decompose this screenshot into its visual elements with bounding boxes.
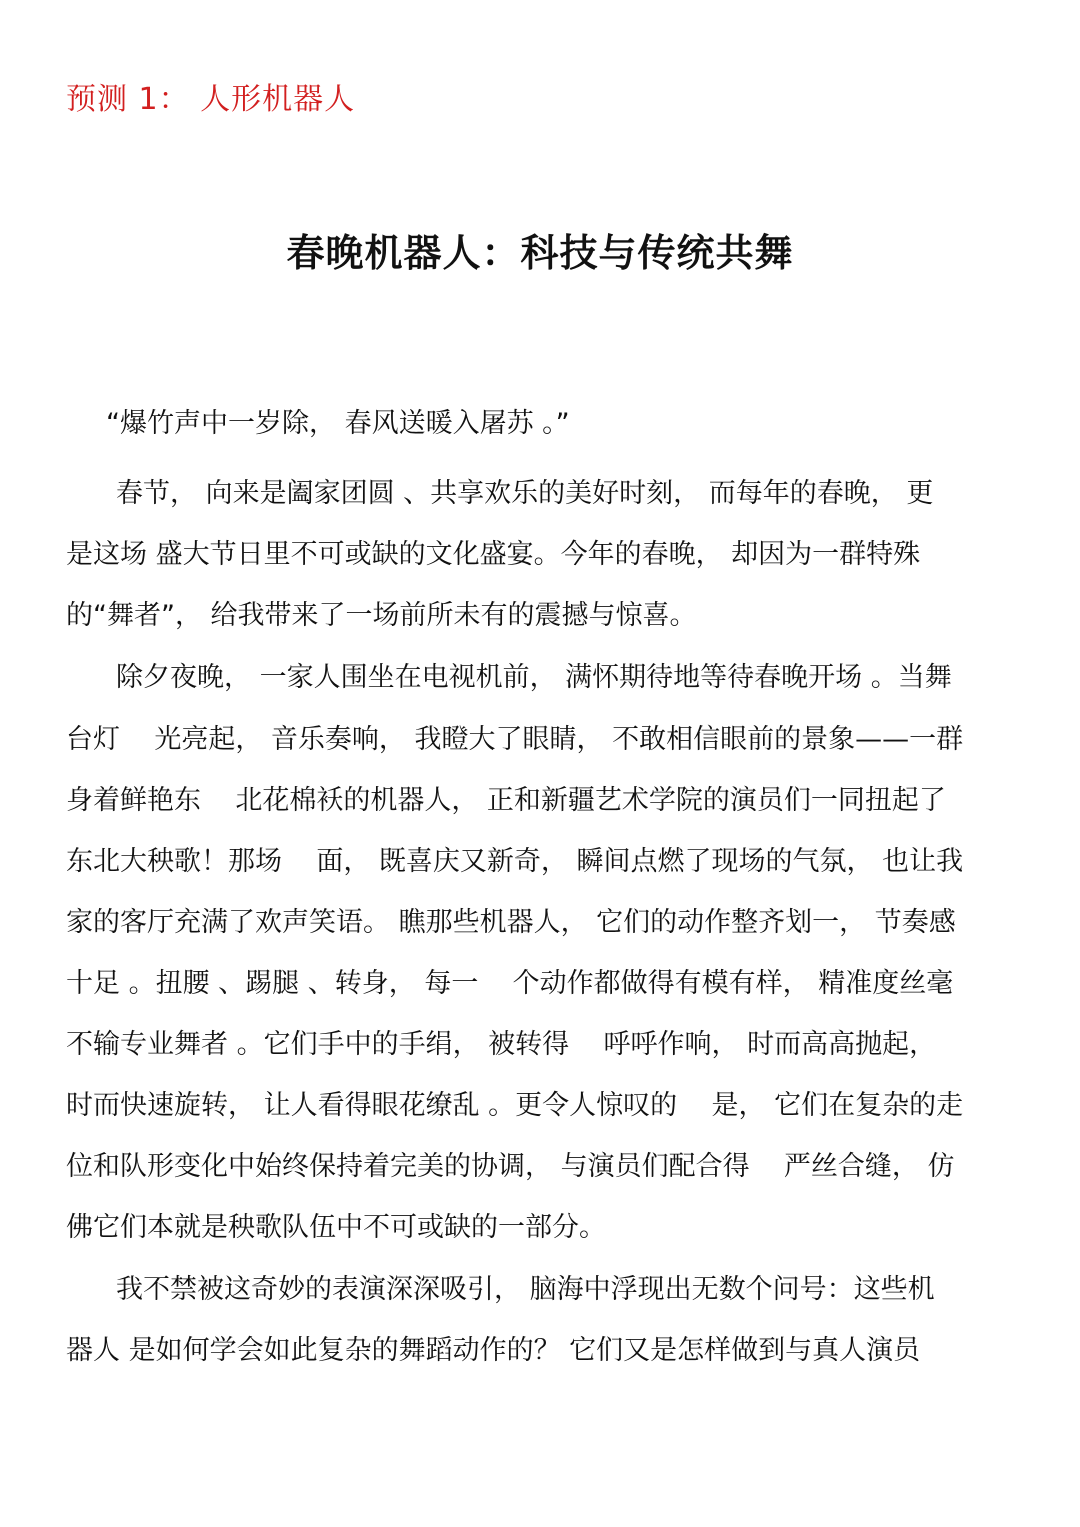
paragraph-line: 身着鲜艳东 北花棉袄的机器人， 正和新疆艺术学院的演员们一同扭起了	[66, 785, 946, 816]
paragraph-line: 是这场 盛大节日里不可或缺的文化盛宴。今年的春晚， 却因为一群特殊	[66, 539, 921, 570]
article-title: 春晚机器人：科技与传统共舞	[286, 231, 794, 275]
paragraph-line: 我不禁被这奇妙的表演深深吸引， 脑海中浮现出无数个问号：这些机	[116, 1274, 935, 1305]
paragraph-line: 的“舞者”， 给我带来了一场前所未有的震撼与惊喜。	[66, 600, 697, 631]
paragraph-line: 除夕夜晚， 一家人围坐在电视机前， 满怀期待地等待春晚开场 。当舞	[116, 662, 952, 693]
paragraph-line: 位和队形变化中始终保持着完美的协调， 与演员们配合得 严丝合缝， 仿	[66, 1151, 955, 1182]
paragraph-line: 东北大秧歌！那场 面， 既喜庆又新奇， 瞬间点燃了现场的气氛， 也让我	[66, 846, 964, 877]
section-label: 预测 1： 人形机器人	[66, 82, 356, 117]
paragraph-line: 不输专业舞者 。它们手中的手绢， 被转得 呼呼作响， 时而高高抛起，	[66, 1029, 937, 1060]
paragraph-line: 十足 。扭腰 、踢腿 、转身， 每一 个动作都做得有模有样， 精准度丝毫	[66, 968, 954, 999]
paragraph-line: 佛它们本就是秧歌队伍中不可或缺的一部分。	[66, 1212, 606, 1243]
paragraph-line: 器人 是如何学会如此复杂的舞蹈动作的？ 它们又是怎样做到与真人演员	[66, 1335, 921, 1366]
paragraph-line: 时而快速旋转， 让人看得眼花缭乱 。更令人惊叹的 是， 它们在复杂的走	[66, 1090, 964, 1121]
paragraph-line: 春节， 向来是阖家团圆 、共享欢乐的美好时刻， 而每年的春晚， 更	[116, 478, 934, 509]
paragraph-line: 台灯 光亮起， 音乐奏响， 我瞪大了眼睛， 不敢相信眼前的景象——一群	[66, 724, 964, 755]
paragraph-line: “爆竹声中一岁除， 春风送暖入屠苏 。”	[106, 408, 570, 439]
paragraph-line: 家的客厅充满了欢声笑语。 瞧那些机器人， 它们的动作整齐划一， 节奏感	[66, 907, 956, 938]
